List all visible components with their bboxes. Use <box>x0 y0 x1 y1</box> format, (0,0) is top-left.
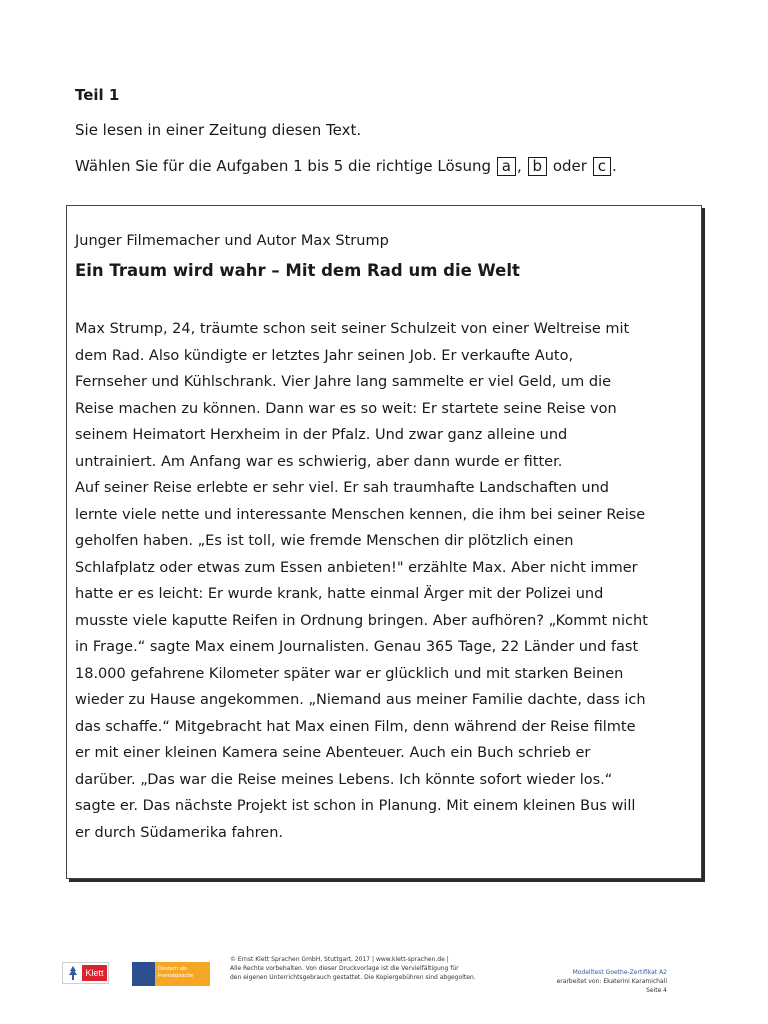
article-line: Fernseher und Kühlschrank. Vier Jahre lang sammelte er viel Geld, um die <box>75 374 612 390</box>
option-box-c: c <box>593 157 611 176</box>
oder-text: oder <box>552 157 587 175</box>
article-line: seinem Heimatort Herxheim in der Pfalz. Und zwar ganz alleine und <box>75 427 568 443</box>
daf-logo-orange-block <box>155 962 210 986</box>
daf-logo-line2: Fremdsprache <box>158 973 194 979</box>
credit-block <box>557 968 667 995</box>
article-line: 18.000 gefahrene Kilometer später war er glücklich und mit starken Beinen <box>75 665 624 682</box>
article-line: in Frage.“ sagte Max einem Journalisten. Genau 365 Tage, 22 Länder und fast <box>75 639 639 655</box>
copyright-line-3: den eigenen Unterrichtsgebrauch gestattet. Die Kopiergebühren sind abgegolten. <box>230 974 476 981</box>
article-line: dem Rad. Also kündigte er letztes Jahr seinen Job. Er verkaufte Auto, <box>75 347 574 364</box>
article-line: darüber. „Das war die Reise meines Lebens. Ich könnte sofort wieder los.“ <box>75 771 613 788</box>
article-line: sagte er. Das nächste Projekt ist schon in Planung. Mit einem kleinen Bus will <box>75 798 636 814</box>
copyright-line-1: © Ernst Klett Sprachen GmbH, Stuttgart, 2017 | www.klett-sprachen.de | <box>230 956 449 963</box>
article-line: er mit einer kleinen Kamera seine Abenteuer. Auch ein Buch schrieb er <box>75 745 591 761</box>
task-instruction-text: Wählen Sie für die Aufgaben 1 bis 5 die richtige Lösung <box>75 157 491 175</box>
article-line: wieder zu Hause angekommen. „Niemand aus meiner Familie dachte, dass ich <box>75 692 646 708</box>
klett-logo <box>62 962 109 984</box>
article-line: geholfen haben. „Es ist toll, wie fremde Menschen dir plötzlich einen <box>75 533 574 549</box>
daf-logo <box>132 962 210 986</box>
page-footer <box>0 955 768 995</box>
copyright-line-2: Alle Rechte vorbehalten. Von dieser Druckvorlage ist die Vervielfältigung für <box>230 965 459 972</box>
klett-tree-icon <box>65 965 81 981</box>
article-line: er durch Südamerika fahren. <box>75 824 283 841</box>
separator-comma: , <box>516 157 522 175</box>
article-line: hatte er es leicht: Er wurde krank, hatte einmal Ärger mit der Polizei und <box>75 586 604 602</box>
article-line: lernte viele nette und interessante Menschen kennen, die ihm bei seiner Reise <box>75 506 646 523</box>
copyright-notice <box>230 955 476 982</box>
page-number: Seite 4 <box>646 987 667 994</box>
klett-logo-text: Klett <box>82 965 107 981</box>
article-line: Auf seiner Reise erlebte er sehr viel. Er sah traumhafte Landschaften und <box>75 480 609 496</box>
article-body <box>75 316 697 846</box>
instruction-text: Sie lesen in einer Zeitung diesen Text. <box>75 121 362 139</box>
article-box <box>66 205 702 879</box>
daf-logo-blue-block <box>132 962 155 986</box>
daf-logo-line1: Deutsch als <box>158 966 187 972</box>
task-instruction <box>75 157 617 176</box>
article-line: Reise machen zu können. Dann war es so weit: Er startete seine Reise von <box>75 400 617 417</box>
article-line: untrainiert. Am Anfang war es schwierig, aber dann wurde er fitter. <box>75 453 563 470</box>
option-box-a: a <box>497 157 516 176</box>
article-line: Schlafplatz oder etwas zum Essen anbieten!" erzählte Max. Aber nicht immer <box>75 559 638 576</box>
section-title: Teil 1 <box>75 86 120 104</box>
instruction-end: . <box>611 157 617 175</box>
credit-line-1: Modelltest Goethe-Zertifikat A2 <box>572 969 667 976</box>
article-line: das schaffe.“ Mitgebracht hat Max einen Film, denn während der Reise filmte <box>75 718 636 735</box>
article-line: Max Strump, 24, träumte schon seit seiner Schulzeit von einer Weltreise mit <box>75 321 630 337</box>
article-kicker: Junger Filmemacher und Autor Max Strump <box>75 233 389 249</box>
article-headline: Ein Traum wird wahr – Mit dem Rad um die Welt <box>75 261 520 280</box>
credit-line-2: erarbeitet von: Ekaterini Karamichali <box>556 978 667 985</box>
option-box-b: b <box>528 157 548 176</box>
article-line: musste viele kaputte Reifen in Ordnung bringen. Aber aufhören? „Kommt nicht <box>75 612 648 629</box>
